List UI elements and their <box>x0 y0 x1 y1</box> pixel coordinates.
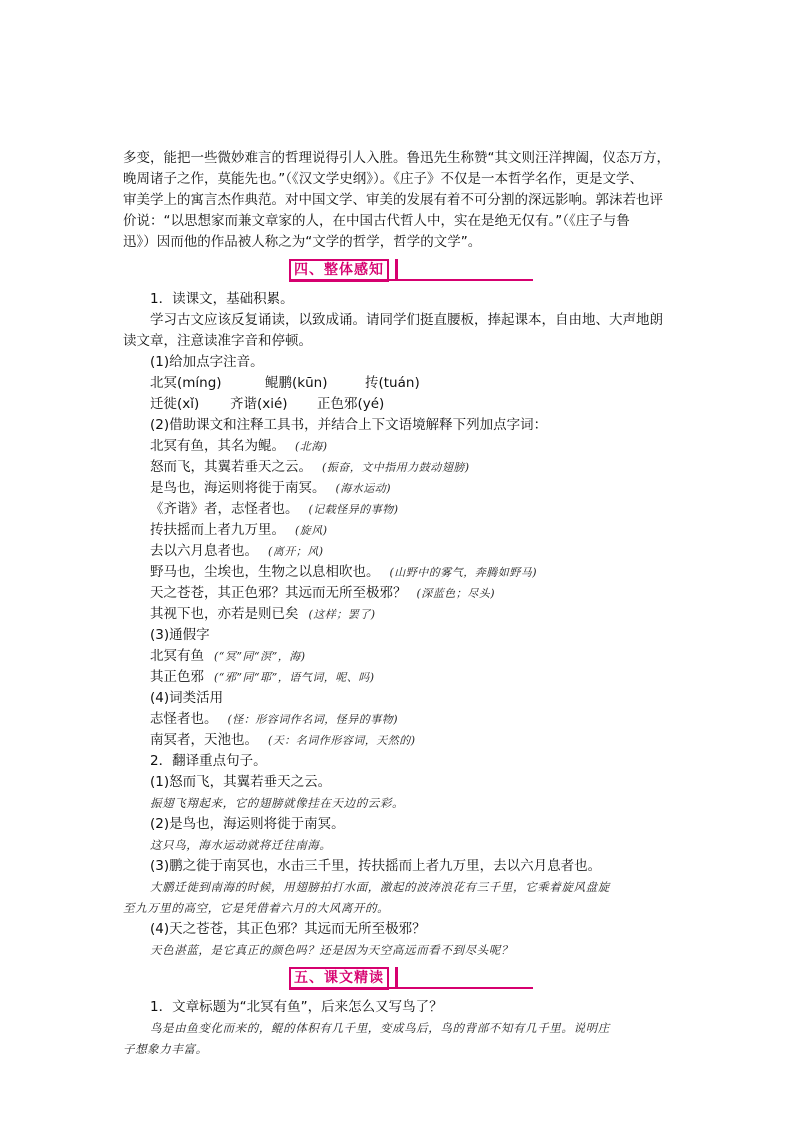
answer: (“冥”同“溟”，海) <box>214 650 306 663</box>
tongjia-item: 北冥有鱼 (“冥”同“溟”，海) <box>150 648 306 664</box>
pinyin-item: 鲲鹏(kūn) <box>265 375 328 391</box>
answer: (海水运动) <box>335 482 392 495</box>
explain-item: 天之苍苍，其正色邪？其远而无所至极邪？ (深蓝色；尽头) <box>150 585 496 601</box>
translation-answer: 这只鸟，海水运动就将迁往南海。 <box>150 838 332 852</box>
explain-item: 其视下也，亦若是则已矣 (这样；罢了) <box>150 606 376 622</box>
section-4-tick <box>395 259 398 280</box>
reading-answer: 子想象力丰富。 <box>123 1042 208 1056</box>
task-1-desc: 学习古文应该反复诵读，以致成诵。请同学们挺直腰板，捧起课本，自由地、大声地朗 <box>150 312 663 328</box>
answer: (山野中的雾气，奔腾如野马) <box>389 566 538 579</box>
translation-question: (4)天之苍苍，其正色邪？其远而无所至极邪？ <box>150 921 426 937</box>
task-1: 1．读课文，基础积累。 <box>150 291 294 307</box>
intro-line: 多变，能把一些微妙难言的哲理说得引人入胜。鲁迅先生称赞“其文则汪洋捭阖，仪态万方， <box>123 150 670 166</box>
answer: (天：名词作形容词，天然的) <box>268 734 416 747</box>
answer: (旋风) <box>295 524 328 537</box>
translation-question: (2)是鸟也，海运则将徙于南冥。 <box>150 816 345 832</box>
huoyong-item: 志怪者也。 (怪：形容词作名词，怪异的事物) <box>150 711 399 727</box>
translation-question: (3)鹏之徙于南冥也，水击三千里，抟扶摇而上者九万里，去以六月息者也。 <box>150 858 602 874</box>
answer: (离开；风) <box>268 545 324 558</box>
pinyin-item: 北冥(míng) <box>150 375 222 391</box>
section-4-title: 四、整体感知 <box>289 259 389 282</box>
translation-question: (1)怒而飞，其翼若垂天之云。 <box>150 774 332 790</box>
tongjia-heading: (3)通假字 <box>150 627 210 643</box>
section-5-tick <box>395 967 398 988</box>
section-4-underline <box>289 279 533 281</box>
answer: (怪：形容词作名词，怪异的事物) <box>227 713 399 726</box>
intro-line: 迅》）因而他的作品被人称之为“文学的哲学，哲学的文学”。 <box>123 234 482 250</box>
tongjia-item: 其正色邪 (“邪”同“耶”，语气词，呢、吗) <box>150 669 375 685</box>
pinyin-row <box>123 394 671 415</box>
answer: (记载怪异的事物) <box>308 503 399 516</box>
explain-item: 《齐谐》者，志怪者也。 (记载怪异的事物) <box>150 501 399 517</box>
explain-item: 抟扶摇而上者九万里。 (旋风) <box>150 522 328 538</box>
pinyin-heading: (1)给加点字注音。 <box>150 354 264 370</box>
intro-line: 审美学上的寓言杰作典范。对中国文学、审美的发展有着不可分割的深远影响。郭沫若也评 <box>123 192 663 208</box>
answer: (北海) <box>295 440 328 453</box>
translation-answer: 天色湛蓝，是它真正的颜色吗？还是因为天空高远而看不到尽头呢？ <box>150 943 513 957</box>
section-5-underline <box>289 987 533 989</box>
explain-item: 北冥有鱼，其名为鲲。 (北海) <box>150 438 328 454</box>
reading-question: 1．文章标题为“北冥有鱼”，后来怎么又写鸟了？ <box>150 999 443 1015</box>
answer: (振奋，文中指用力鼓动翅膀) <box>322 461 470 474</box>
section-heading-5 <box>123 963 671 993</box>
intro-line: 价说：“以思想家而兼文章家的人，在中国古代哲人中，实在是绝无仅有。”（《庄子与鲁 <box>123 213 630 229</box>
translation-answer: 振翅飞翔起来，它的翅膀就像挂在天边的云彩。 <box>150 796 405 810</box>
explain-item: 去以六月息者也。 (离开；风) <box>150 543 324 559</box>
huoyong-heading: (4)词类活用 <box>150 690 224 706</box>
explain-item: 怒而飞，其翼若垂天之云。 (振奋，文中指用力鼓动翅膀) <box>150 459 470 475</box>
explain-item: 野马也，尘埃也，生物之以息相吹也。 (山野中的雾气，奔腾如野马) <box>150 564 538 580</box>
task-2: 2．翻译重点句子。 <box>150 753 267 769</box>
pinyin-item: 迁徙(xǐ) <box>150 396 200 412</box>
section-heading-4 <box>123 255 671 285</box>
translation-answer: 至九万里的高空，它是凭借着六月的大风离开的。 <box>123 901 390 915</box>
section-5-title: 五、课文精读 <box>289 967 389 990</box>
explain-item: 是鸟也，海运则将徙于南冥。 (海水运动) <box>150 480 392 496</box>
task-1-desc: 读文章，注意读准字音和停顿。 <box>123 333 312 349</box>
intro-line: 晚周诸子之作，莫能先也。”（《汉文学史纲》）。《庄子》不仅是一本哲学名作，更是文学、 <box>123 171 643 187</box>
huoyong-item: 南冥者，天池也。 (天：名词作形容词，天然的) <box>150 732 416 748</box>
page-content <box>123 148 671 1060</box>
pinyin-item: 齐谐(xié) <box>230 396 288 412</box>
translation-answer: 大鹏迁徙到南海的时候，用翅膀拍打水面，激起的波涛浪花有三千里，它乘着旋风盘旋 <box>150 880 610 894</box>
pinyin-item: 抟(tuán) <box>365 375 420 391</box>
reading-answer: 鸟是由鱼变化而来的，鲲的体积有几千里，变成鸟后，鸟的背部不知有几千里。说明庄 <box>150 1021 610 1035</box>
answer: (深蓝色；尽头) <box>416 587 496 600</box>
pinyin-row <box>123 373 671 394</box>
pinyin-item: 正色邪(yé) <box>317 396 385 412</box>
answer: (“邪”同“耶”，语气词，呢、吗) <box>214 671 375 684</box>
explain-heading: (2)借助课文和注释工具书，并结合上下文语境解释下列加点字词： <box>150 417 548 433</box>
answer: (这样；罢了) <box>308 608 376 621</box>
